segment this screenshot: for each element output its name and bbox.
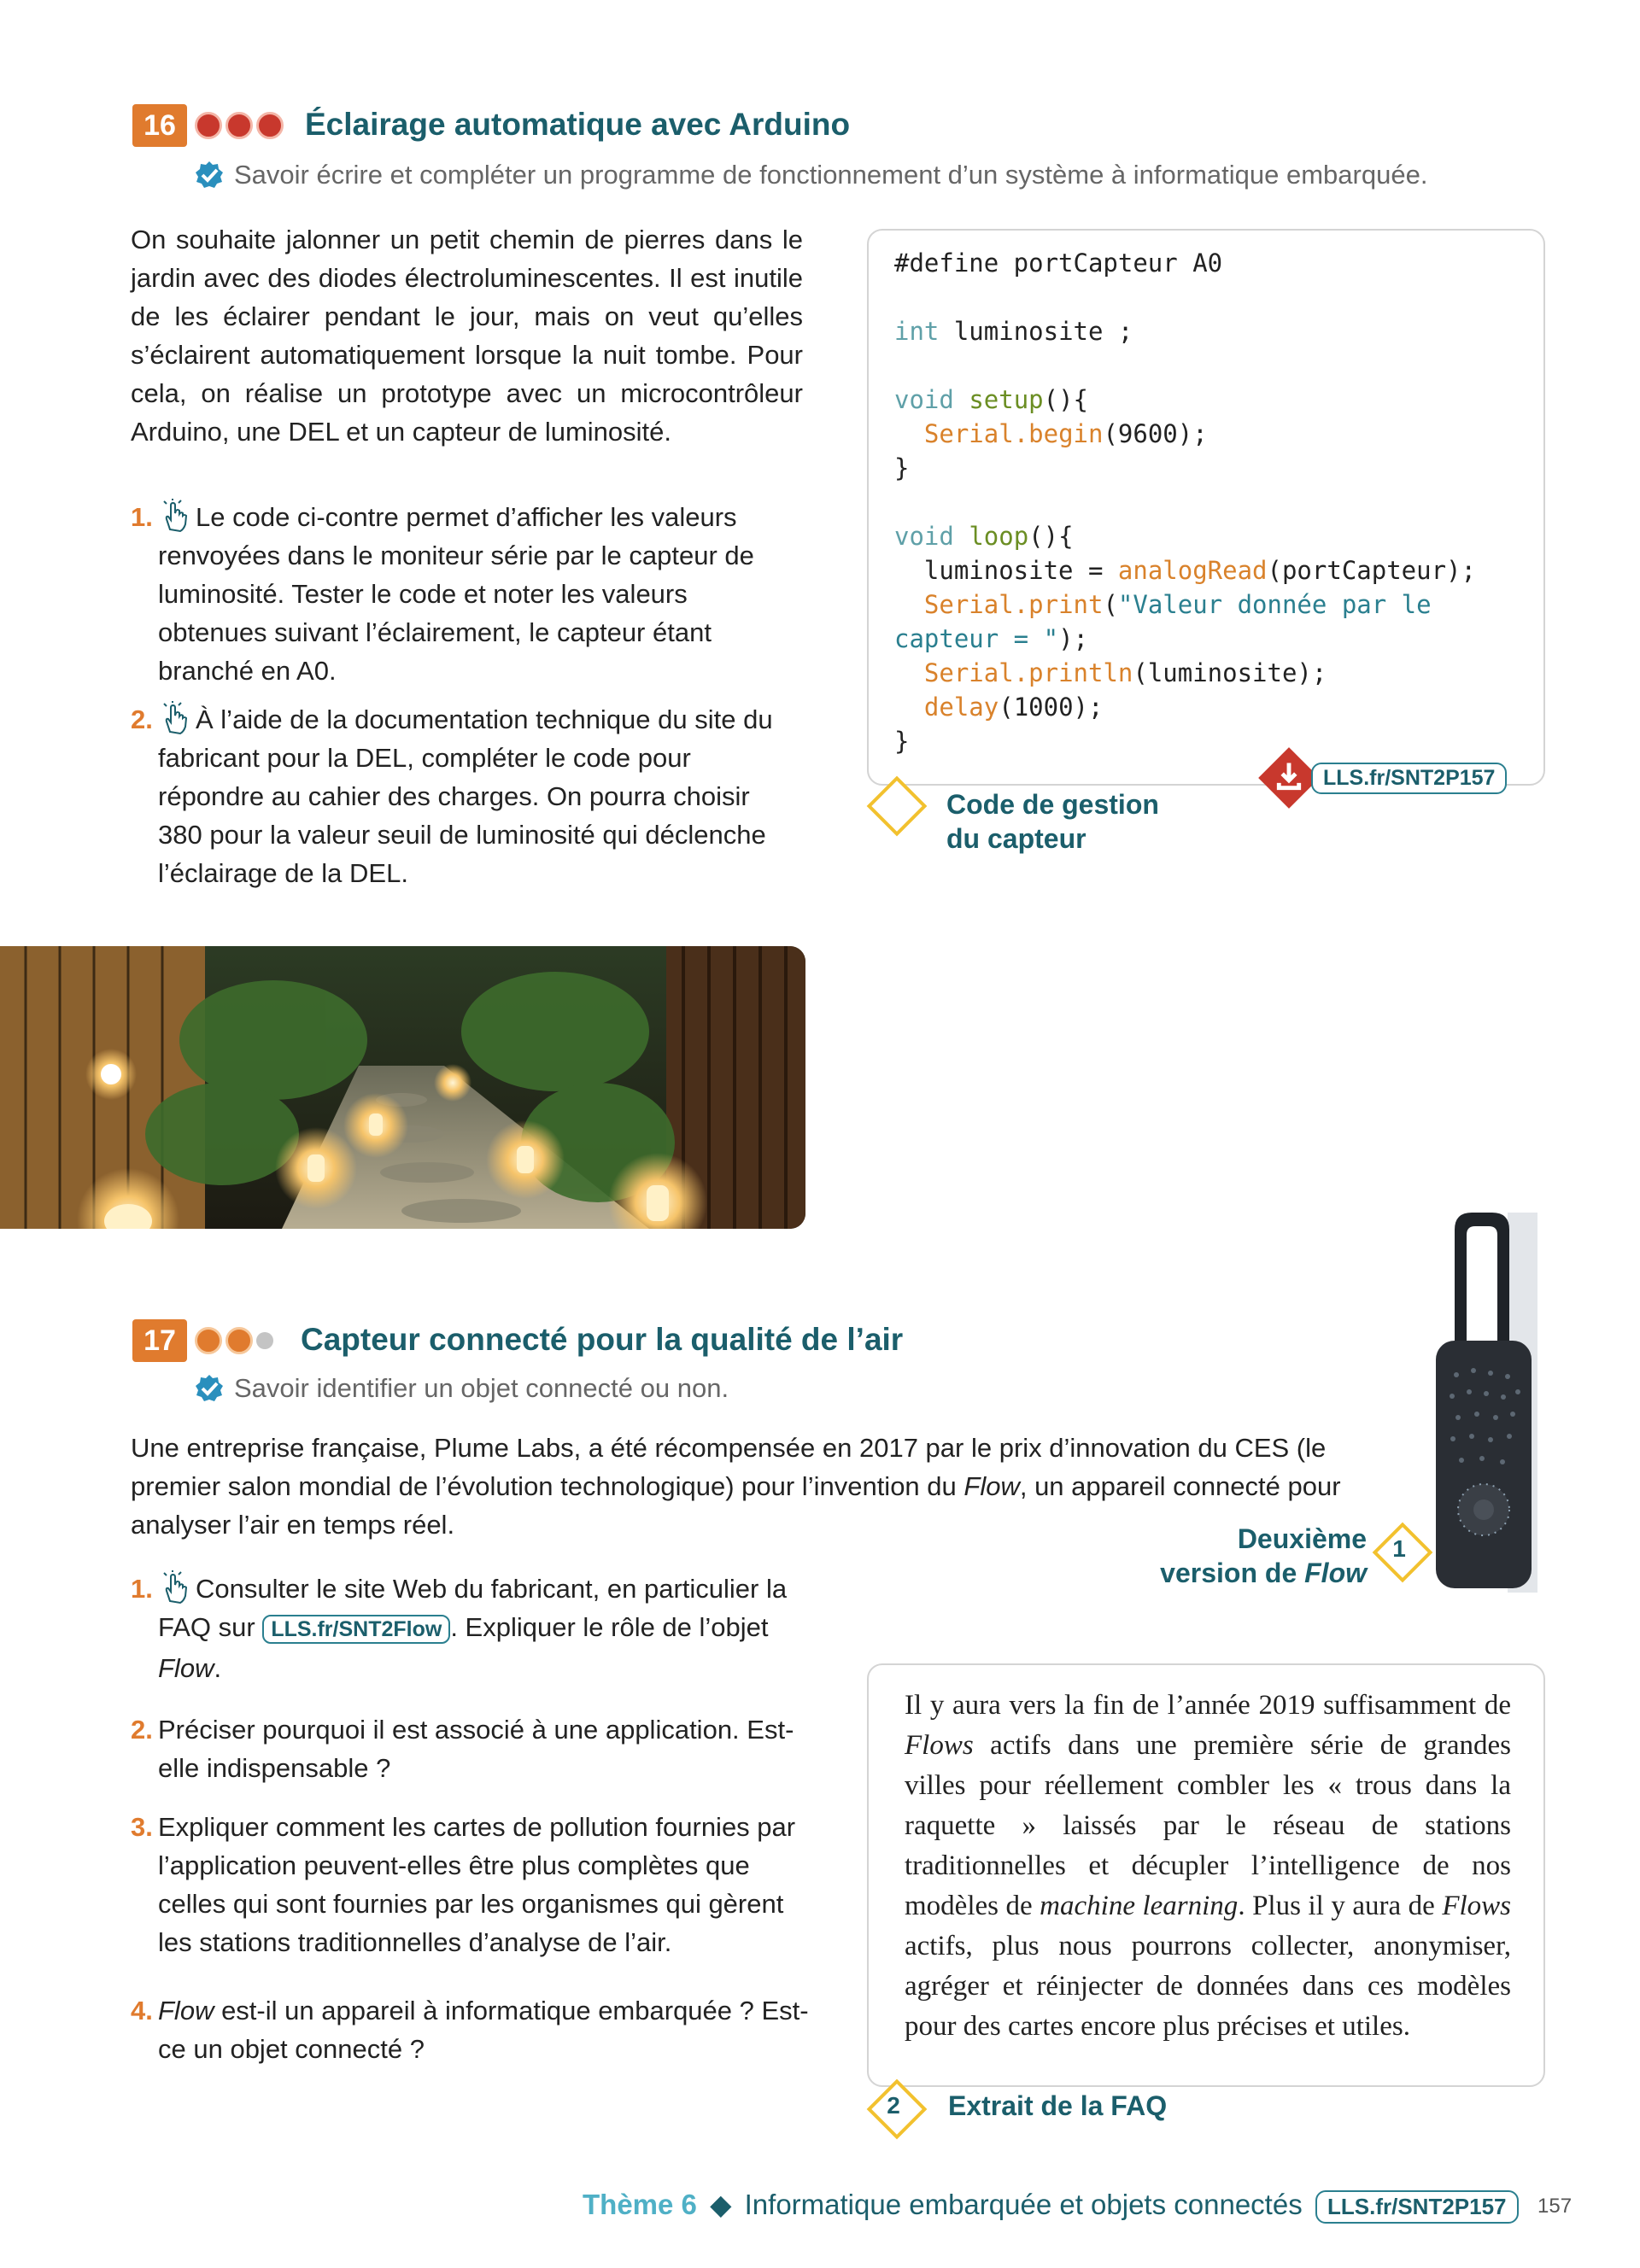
code-line: #define portCapteur A0	[894, 248, 1223, 278]
intro-text: , un appareil connecté pour analyser l’air en temps réel.	[131, 1471, 1341, 1540]
code-text: (){	[1043, 385, 1089, 414]
question-flow: Flow	[158, 1996, 214, 2025]
exercise-title: Capteur connecté pour la qualité de l’air	[301, 1322, 904, 1357]
question-text: À l’aide de la documentation technique du site du fabricant pour la DEL, compléter le code pour répondre au cahier des charges. On pourra choisir 380 pour la valeur seuil de luminosité qui déclenche l’éclairage de la DEL.	[158, 704, 773, 888]
code-box	[867, 229, 1545, 786]
code-method: .print	[1013, 590, 1104, 619]
code-method: .println	[1013, 658, 1133, 687]
page-number: 157	[1538, 2195, 1573, 2218]
code-object: Serial	[923, 658, 1014, 687]
link-badge[interactable]: LLS.fr/SNT2P157	[1311, 763, 1507, 794]
question-text: Préciser pourquoi il est associé à une application. Est-elle indispensable ?	[158, 1715, 794, 1783]
difficulty-dot	[226, 112, 253, 139]
caption-line: du capteur	[946, 823, 1086, 854]
faq-link[interactable]: LLS.fr/SNT2Flow	[262, 1615, 450, 1644]
quote-ml: machine learning	[1040, 1891, 1239, 1921]
question-flow: Flow	[158, 1653, 214, 1683]
quote-text: Il y aura vers la fin de l’année 2019 suffisamment de	[905, 1690, 1511, 1721]
footer	[583, 2188, 1303, 2221]
code-text: );	[1058, 624, 1088, 653]
code-text: }	[894, 453, 910, 482]
code-string: "Valeur donnée par le capteur = "	[894, 590, 1432, 653]
code-text: (portCapteur);	[1267, 556, 1476, 585]
question-2	[131, 1710, 814, 1787]
difficulty-dot	[256, 1332, 273, 1349]
check-badge-icon	[195, 1374, 224, 1403]
question-text: est-il un appareil à informatique embarquée ? Est-ce un objet connecté ?	[158, 1996, 809, 2064]
caption-line: Deuxième	[1237, 1523, 1367, 1554]
code-text: (1000);	[999, 693, 1104, 722]
question-4	[131, 1991, 814, 2068]
question-text: Le code ci-contre permet d’afficher les valeurs renvoyées dans le moniteur série par le capteur de luminosité. Tester le code et noter les valeurs obtenues suivant l’éclairement, le capteur étant branché en A0.	[158, 502, 754, 686]
document-caption	[946, 787, 1159, 856]
touch-hand-icon	[158, 701, 190, 735]
code-text: luminosite =	[923, 556, 1118, 585]
flow-device-illustration	[1414, 1213, 1538, 1593]
caption-flow: Flow	[1304, 1558, 1367, 1588]
code-text: (){	[1028, 522, 1074, 551]
question-number: 2.	[131, 1715, 153, 1745]
intro-text: Une entreprise française, Plume Labs, a été récompensée en 2017 par le prix d’innovation du CES (le premier salon mondial de l’évolution technologique) pour l’invention du	[131, 1433, 1327, 1501]
caption-line	[1110, 1556, 1367, 1590]
diamond-bullet-icon: ◆	[710, 2189, 732, 2220]
code-function: loop	[969, 522, 1029, 551]
question-1	[131, 1569, 814, 1687]
code-object: Serial	[923, 419, 1014, 448]
code-method: .begin	[1013, 419, 1104, 448]
difficulty-indicator	[195, 104, 284, 147]
objective-text: Savoir écrire et compléter un programme de fonctionnement d’un système à informatique embarquée.	[234, 160, 1428, 190]
objective-text: Savoir identifier un objet connecté ou non.	[234, 1373, 729, 1403]
check-badge-icon	[195, 161, 224, 190]
footer-link-badge[interactable]: LLS.fr/SNT2P157	[1315, 2190, 1519, 2224]
question-number: 2.	[131, 704, 153, 734]
exercise-title: Éclairage automatique avec Arduino	[305, 107, 851, 142]
quote-flows: Flows	[905, 1730, 974, 1761]
question-text: .	[214, 1653, 222, 1683]
document-number-marker	[868, 777, 919, 828]
document-caption: Extrait de la FAQ	[948, 2090, 1168, 2121]
quote-text: actifs, plus nous pourrons collecter, anonymiser, agréger et réinjecter de données dans ces modèles pour des cartes encore plus précises et utiles.	[905, 1931, 1511, 2042]
question-number: 1.	[131, 1574, 153, 1604]
arduino-code	[894, 246, 1476, 758]
code-text: (	[1103, 590, 1118, 619]
garden-path-illustration	[0, 946, 805, 1229]
code-text: }	[894, 727, 910, 756]
faq-quote-box	[867, 1663, 1545, 2087]
quote-flows: Flows	[1442, 1891, 1511, 1921]
question-number: 1.	[131, 502, 153, 532]
code-function: analogRead	[1117, 556, 1268, 585]
garden-path-photo	[0, 946, 805, 1229]
question-text: . Expliquer le rôle de l’objet	[450, 1612, 769, 1642]
intro-flow: Flow	[964, 1471, 1020, 1501]
code-text: luminosite ;	[939, 317, 1133, 346]
difficulty-dot	[195, 112, 222, 139]
code-function: setup	[969, 385, 1044, 414]
touch-hand-icon	[158, 499, 190, 533]
faq-quote-text	[905, 1686, 1511, 2047]
quote-text: . Plus il y aura de	[1238, 1891, 1443, 1921]
footer-title: Informatique embarquée et objets connectés	[744, 2189, 1303, 2220]
question-2	[131, 700, 788, 892]
caption-text: version de	[1160, 1558, 1305, 1588]
exercise-intro: On souhaite jalonner un petit chemin de pierres dans le jardin avec des diodes électroluminescentes. Il est inutile de les éclairer pendant le jour, mais on veut qu’elles s’éclairent automatiquement lorsque la nuit tombe. Pour cela, on réalise un prototype avec un microcontrôleur Arduino, une DEL et un capteur de luminosité.	[131, 225, 803, 447]
difficulty-indicator	[195, 1319, 273, 1362]
question-3	[131, 1808, 814, 1961]
code-object: Serial	[923, 590, 1014, 619]
difficulty-dot	[195, 1327, 222, 1354]
question-text: Expliquer comment les cartes de pollution fournies par l’application peuvent-elles être plus complètes que celles qui sont fournies par les organismes qui gèrent les stations traditionnelles d’analyse de l’air.	[158, 1812, 796, 1957]
question-number: 3.	[131, 1812, 153, 1842]
quote-text: actifs dans une première série de grandes villes pour réellement combler les « trous dans la raquette » laissés par le réseau de stations traditionnelles et décupler l’intelligence de nos modèles de	[905, 1730, 1511, 1921]
question-number: 4.	[131, 1996, 153, 2025]
difficulty-dot	[226, 1327, 253, 1354]
document-number-marker	[1374, 1523, 1425, 1575]
flow-device-photo	[1414, 1213, 1538, 1593]
exercise-number: 16	[132, 104, 187, 147]
objective	[195, 160, 1427, 190]
document-number-marker	[868, 2080, 919, 2131]
code-keyword: void	[894, 385, 954, 414]
question-text: Consulter le site Web du fabricant, en particulier la FAQ sur	[158, 1574, 788, 1642]
code-text: (9600);	[1103, 419, 1208, 448]
question-1	[131, 498, 788, 690]
difficulty-dot	[256, 112, 284, 139]
code-keyword: void	[894, 522, 954, 551]
objective	[195, 1373, 729, 1404]
caption-line: Code de gestion	[946, 789, 1159, 820]
code-keyword: int	[894, 317, 940, 346]
footer-theme: Thème 6	[583, 2189, 697, 2220]
code-text: (luminosite);	[1133, 658, 1327, 687]
code-function: delay	[923, 693, 999, 722]
document-number: 1	[1392, 1535, 1406, 1562]
touch-hand-icon	[158, 1570, 190, 1605]
exercise-number: 17	[132, 1319, 187, 1362]
diamond-shape	[867, 776, 928, 837]
document-number: 2	[887, 2092, 900, 2119]
document-caption	[1110, 1522, 1367, 1590]
